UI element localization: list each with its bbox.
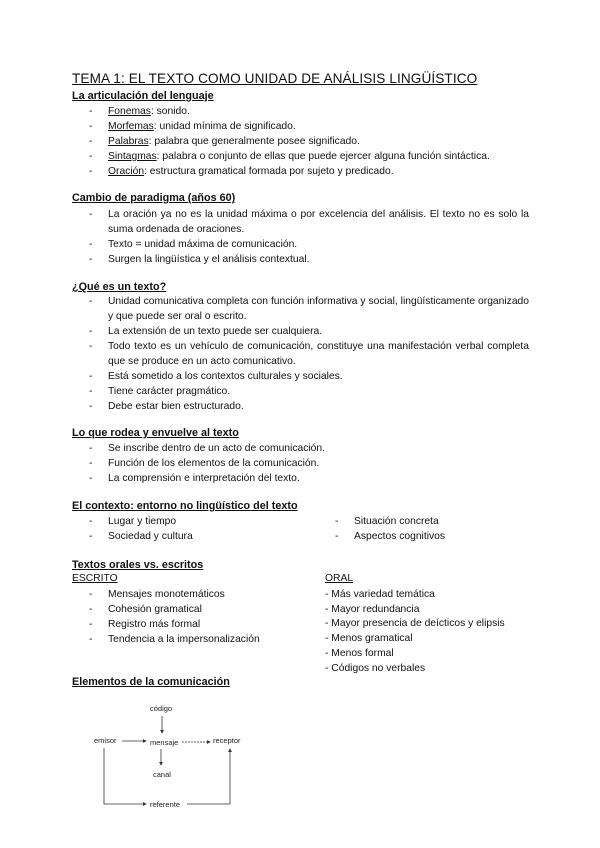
list-item xyxy=(89,617,260,632)
dash-marker: - xyxy=(89,121,93,132)
list-item xyxy=(335,514,445,529)
item-text: Registro más formal xyxy=(108,619,201,630)
arrow-referente-receptor xyxy=(187,749,230,804)
term: Fonemas xyxy=(108,106,151,117)
item-text: Texto = unidad máxima de comunicación. xyxy=(108,239,298,250)
term: Oración xyxy=(108,166,145,177)
dash-marker: - xyxy=(89,326,93,337)
dash-marker: - xyxy=(89,106,93,117)
heading-elementos: Elementos de la comunicación xyxy=(72,676,230,688)
item-text: Debe estar bien estructurado. xyxy=(108,401,244,412)
node-mensaje: mensaje xyxy=(150,738,179,747)
list-item xyxy=(89,399,529,414)
list-item xyxy=(89,207,529,237)
list-articulacion xyxy=(89,104,529,179)
dash-marker: - xyxy=(89,634,93,645)
node-receptor: receptor xyxy=(213,736,241,745)
node-canal: canal xyxy=(153,770,171,779)
item-text: Función de los elementos de la comunicación. xyxy=(108,458,320,469)
dash-marker: - xyxy=(89,296,93,307)
oral-list xyxy=(325,588,505,676)
dash-marker: - xyxy=(89,386,93,397)
dash-marker: - xyxy=(89,136,93,147)
dash-marker: - xyxy=(89,401,93,412)
dash-marker: - xyxy=(89,473,93,484)
arrow-emisor-referente xyxy=(104,748,146,804)
dash-marker: - xyxy=(89,531,93,542)
item-text: Unidad comunicativa completa con función informativa y social, lingüísticamente organizado y que puede ser oral o escrito. xyxy=(108,296,529,322)
item-text: Sociedad y cultura xyxy=(108,531,193,542)
item-text: Está sometido a los contextos culturales y sociales. xyxy=(108,371,343,382)
dash-marker: - xyxy=(89,254,93,265)
list-item xyxy=(89,324,529,339)
page-title: TEMA 1: EL TEXTO COMO UNIDAD DE ANÁLISIS LINGÜÍSTICO xyxy=(72,71,478,86)
dash-marker: - xyxy=(89,516,93,527)
list-item xyxy=(89,104,529,119)
dash-marker: - xyxy=(89,458,93,469)
dash-marker: - xyxy=(89,151,93,162)
dash-marker: - xyxy=(89,341,93,352)
dash-marker: - xyxy=(89,443,93,454)
escrito-list xyxy=(89,587,260,647)
list-item: - Mayor redundancia xyxy=(325,603,420,615)
item-text: Mensajes monotemáticos xyxy=(108,589,225,600)
list-item: - Más variedad temática xyxy=(325,589,435,600)
dash-marker: - xyxy=(335,516,339,527)
dash-marker: - xyxy=(89,371,93,382)
item-text: Tendencia a la impersonalización xyxy=(108,634,260,645)
list-item xyxy=(89,369,529,384)
list-que-es xyxy=(89,294,529,414)
node-emisor: emisor xyxy=(94,736,117,745)
escrito-label: ESCRITO xyxy=(72,573,118,584)
list-item xyxy=(89,294,529,324)
list-item xyxy=(89,384,529,399)
list-item xyxy=(89,339,529,369)
definition: : estructura gramatical formada por sujeto y predicado. xyxy=(144,166,394,177)
item-text: Situación concreta xyxy=(354,516,439,527)
item-text: La comprensión e interpretación del texto. xyxy=(108,473,300,484)
list-item xyxy=(335,529,445,544)
definition: : palabra que generalmente posee significado. xyxy=(148,136,360,147)
list-item xyxy=(89,237,529,252)
heading-orales: Textos orales vs. escritos xyxy=(72,559,204,571)
list-rodea xyxy=(89,441,529,486)
list-item xyxy=(89,119,529,134)
term: Palabras xyxy=(108,136,149,147)
definition: : palabra o conjunto de ellas que puede ejercer alguna función sintáctica. xyxy=(156,151,490,162)
item-text: La oración ya no es la unidad máxima o por excelencia del análisis. El texto no es solo la suma ordenada de oraciones. xyxy=(108,209,529,235)
item-text: Todo texto es un vehículo de comunicación, constituye una manifestación verbal completa que se produce en un acto comunicativo. xyxy=(108,341,529,367)
list-item xyxy=(89,632,260,647)
dash-marker: - xyxy=(89,589,93,600)
list-item xyxy=(89,441,529,456)
contexto-left-list xyxy=(89,514,193,544)
list-paradigma xyxy=(89,207,529,267)
list-item xyxy=(89,514,193,529)
heading-rodea: Lo que rodea y envuelve al texto xyxy=(72,427,239,439)
dash-marker: - xyxy=(335,531,339,542)
list-item xyxy=(89,164,529,179)
list-item xyxy=(89,587,260,602)
communication-diagram xyxy=(80,695,280,825)
item-text: Surgen la lingüística y el análisis contextual. xyxy=(108,254,310,265)
list-item: - Mayor presencia de deícticos y elipsis xyxy=(325,618,505,630)
item-text: La extensión de un texto puede ser cualquiera. xyxy=(108,326,323,337)
heading-que-es: ¿Qué es un texto? xyxy=(72,281,167,293)
dash-marker: - xyxy=(89,239,93,250)
list-item xyxy=(89,471,529,486)
heading-contexto: El contexto: entorno no lingüístico del texto xyxy=(72,500,298,512)
item-text: Lugar y tiempo xyxy=(108,516,177,527)
item-text: Cohesión gramatical xyxy=(108,604,202,615)
contexto-right-list xyxy=(335,514,445,544)
list-item: - Menos formal xyxy=(325,647,394,659)
list-item xyxy=(89,529,193,544)
list-item xyxy=(89,602,260,617)
item-text: Tiene carácter pragmático. xyxy=(108,386,231,397)
list-item: - Códigos no verbales xyxy=(325,662,426,674)
list-item xyxy=(89,134,529,149)
item-text: Se inscribe dentro de un acto de comunicación. xyxy=(108,443,325,454)
definition: : sonido. xyxy=(150,106,190,117)
term: Sintagmas xyxy=(108,151,157,162)
oral-label: ORAL xyxy=(325,573,354,584)
term: Morfemas xyxy=(108,121,154,132)
definition: : unidad mínima de significado. xyxy=(153,121,296,132)
dash-marker: - xyxy=(89,209,93,220)
dash-marker: - xyxy=(89,166,93,177)
list-item xyxy=(89,456,529,471)
node-referente: referente xyxy=(150,800,181,809)
list-item: - Menos gramatical xyxy=(325,633,413,645)
list-item xyxy=(89,252,529,267)
dash-marker: - xyxy=(89,619,93,630)
list-item xyxy=(89,149,529,164)
dash-marker: - xyxy=(89,604,93,615)
heading-paradigma: Cambio de paradigma (años 60) xyxy=(72,192,236,204)
node-codigo: código xyxy=(150,704,173,713)
item-text: Aspectos cognitivos xyxy=(354,531,446,542)
heading-articulacion: La articulación del lenguaje xyxy=(72,90,214,102)
